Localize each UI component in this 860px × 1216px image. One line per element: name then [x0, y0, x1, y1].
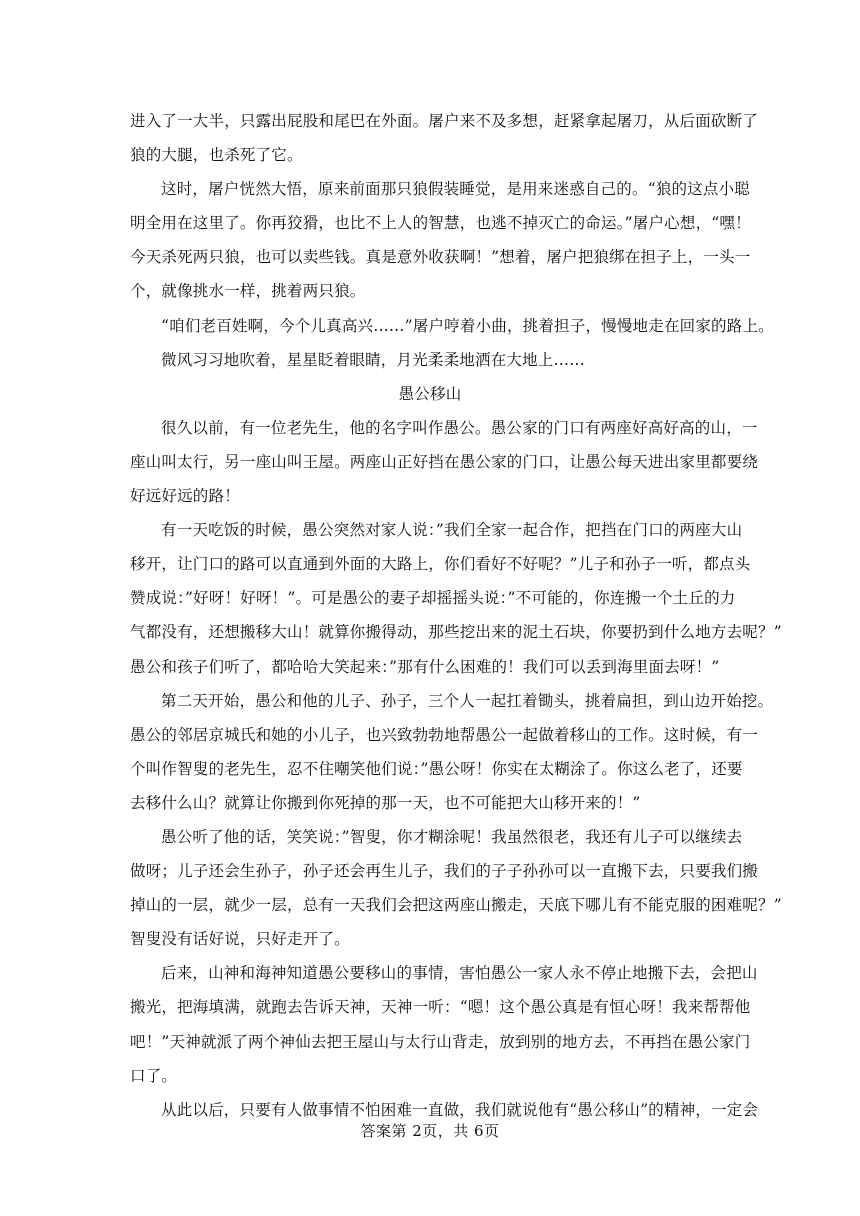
- text-line: 吧！”天神就派了两个神仙去把王屋山与太行山背走，放到别的地方去，不再挡在愚公家门: [130, 1032, 751, 1051]
- text-line: 赞成说：”好呀！好呀！”。可是愚公的妻子却摇摇头说：”不可能的，你连搬一个土丘的力: [130, 589, 736, 608]
- document-body: [130, 104, 782, 1127]
- text-line: “咱们老百姓啊，今个儿真高兴……”屠户哼着小曲，挑着担子，慢慢地走在回家的路上。: [161, 316, 774, 335]
- page-footer: 答案第 2页，共 6页: [360, 1122, 500, 1140]
- text-line: 好远好远的路！: [130, 487, 240, 506]
- text-line: 做呀；儿子还会生孙子，孙子还会再生儿子，我们的子子孙孙可以一直搬下去，只要我们搬: [130, 862, 759, 881]
- text-line: 智叟没有话好说，只好走开了。: [130, 930, 350, 949]
- text-line: 愚公的邻居京城氏和她的小儿子，也兴致勃勃地帮愚公一起做着移山的工作。这时候，有一: [130, 725, 759, 744]
- text-line: 个，就像挑水一样，挑着两只狼。: [130, 282, 366, 301]
- text-line: 进入了一大半，只露出屁股和尾巴在外面。屠户来不及多想，赶紧拿起屠刀，从后面砍断了: [130, 112, 759, 130]
- text-line: 有一天吃饭的时候，愚公突然对家人说：”我们全家一起合作，把挡在门口的两座大山: [161, 521, 743, 540]
- text-line: 从此以后，只要有人做事情不怕困难一直做，我们就说他有“愚公移山”的精神，一定会: [161, 1100, 759, 1119]
- text-line: 明全用在这里了。你再狡猾，也比不上人的智慧，也逃不掉灭亡的命运。”屠户心想，“嘿！: [130, 214, 751, 233]
- text-line: 很久以前，有一位老先生，他的名字叫作愚公。愚公家的门口有两座好高好高的山，一: [161, 418, 758, 437]
- text-line: 今天杀死两只狼，也可以卖些钱。真是意外收获啊！”想着，屠户把狼绑在担子上，一头一: [130, 248, 751, 267]
- text-line: 搬光，把海填满，就跑去告诉天神，天神一听：“嗯！这个愚公真是有恒心呀！我来帮帮他: [130, 998, 751, 1017]
- text-line: 这时，屠户恍然大悟，原来前面那只狼假装睡觉，是用来迷惑自己的。“狼的这点小聪: [161, 180, 751, 199]
- text-line: 狼的大腿，也杀死了它。: [130, 146, 303, 165]
- text-line: 去移什么山？就算让你搬到你死掉的那一天，也不可能把大山移开来的！”: [130, 793, 641, 812]
- section-title: 愚公移山: [398, 384, 462, 403]
- text-line: 后来，山神和海神知道愚公要移山的事情，害怕愚公一家人永不停止地搬下去，会把山: [161, 964, 758, 983]
- text-line: 座山叫太行，另一座山叫王屋。两座山正好挡在愚公家的门口，让愚公每天进出家里都要绕: [130, 452, 759, 471]
- text-line: 愚公听了他的话，笑笑说：”智叟，你才糊涂呢！我虽然很老，我还有儿子可以继续去: [161, 827, 743, 846]
- text-line: 口了。: [130, 1066, 178, 1085]
- text-line: 第二天开始，愚公和他的儿子、孙子，三个人一起扛着锄头，挑着扁担，到山边开始挖。: [161, 691, 774, 710]
- text-line: 移开，让门口的路可以直通到外面的大路上，你们看好不好呢？”儿子和孙子一听，都点头: [130, 555, 751, 574]
- text-line: 愚公和孩子们听了，都哈哈大笑起来：”那有什么困难的！我们可以丢到海里面去呀！”: [130, 657, 720, 676]
- text-line: 掉山的一层，就少一层，总有一天我们会把这两座山搬走，天底下哪儿有不能克服的困难呢？”: [130, 896, 782, 915]
- text-line: 微风习习地吹着，星星眨着眼睛，月光柔柔地洒在大地上……: [161, 350, 585, 369]
- text-line: 个叫作智叟的老先生，忍不住嘲笑他们说：”愚公呀！你实在太糊涂了。你这么老了，还要: [130, 759, 743, 778]
- text-line: 气都没有，还想搬移大山！就算你搬得动，那些挖出来的泥土石块，你要扔到什么地方去呢？”: [130, 623, 782, 642]
